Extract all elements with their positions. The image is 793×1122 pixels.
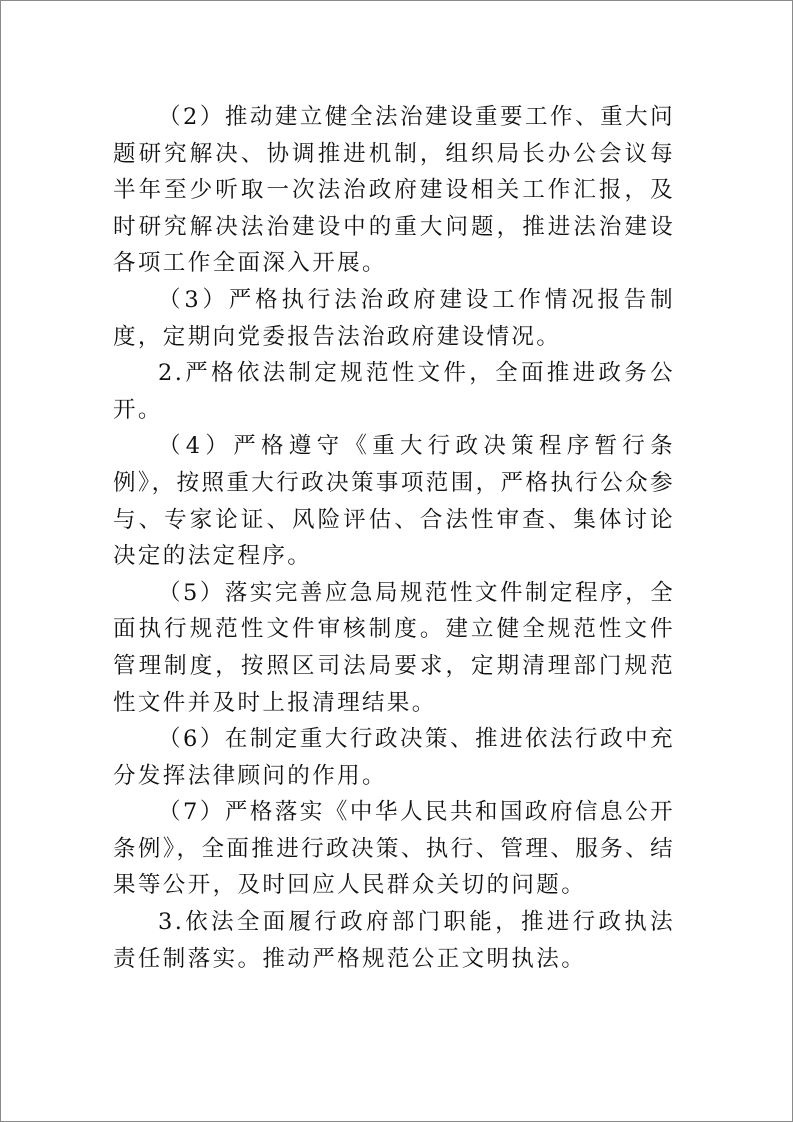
section-heading-2: 2.严格依法制定规范性文件，全面推进政务公开。	[113, 360, 675, 423]
document-body	[113, 99, 675, 977]
paragraph-item-2: （2）推动建立健全法治建设重要工作、重大问题研究解决、协调推进机制，组织局长办公会议每半年至少听取一次法治政府建设相关工作汇报，及时研究解决法治建设中的重大问题，推进法治建设各项工作全面深入开展。	[113, 104, 675, 277]
paragraph-item-7: （7）严格落实《中华人民共和国政府信息公开条例》，全面推进行政决策、执行、管理、服务、结果等公开，及时回应人民群众关切的问题。	[113, 799, 675, 899]
paragraph-item-4: （4）严格遵守《重大行政决策程序暂行条例》，按照重大行政决策事项范围，严格执行公众参与、专家论证、风险评估、合法性审查、集体讨论决定的法定程序。	[113, 433, 675, 570]
paragraph-item-5: （5）落实完善应急局规范性文件制定程序，全面执行规范性文件审核制度。建立健全规范性文件管理制度，按照区司法局要求，定期清理部门规范性文件并及时上报清理结果。	[113, 579, 675, 716]
section-heading-3: 3.依法全面履行政府部门职能，推进行政执法责任制落实。推动严格规范公正文明执法。	[113, 909, 675, 972]
paragraph-item-3: （3）严格执行法治政府建设工作情况报告制度，定期向党委报告法治政府建设情况。	[113, 286, 675, 350]
paragraph-item-6: （6）在制定重大行政决策、推进依法行政中充分发挥法律顾问的作用。	[113, 726, 675, 789]
